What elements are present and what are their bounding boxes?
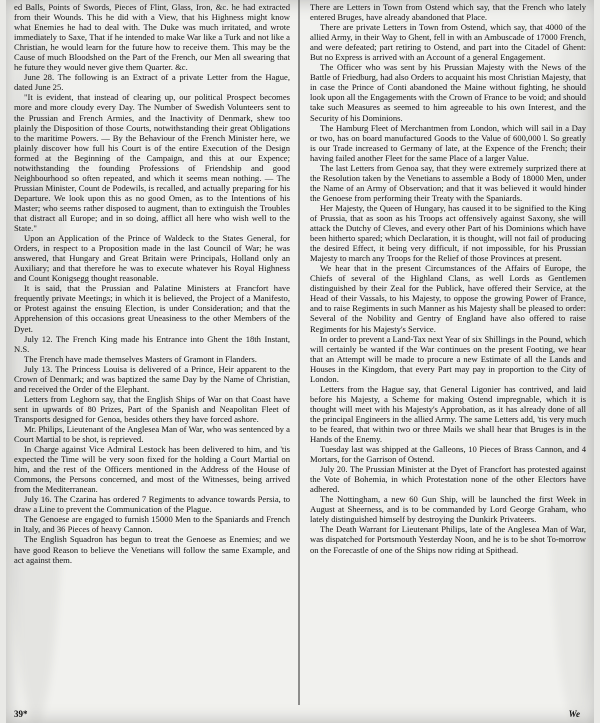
paragraph: We hear that in the present Circumstances of the Affairs of Europe, the Chiefs of several of the Highland Clans, as well Lords as Gentlemen distinguished by their Zeal for the Publick, have offered their Service, at the Head of their Vassals, to his Majesty, to oppose the growing Power of France, and to raise Regiments in such Manner as his Majesty shall be pleased to order: Several of the Nobility and Gentry of England have also offered to raise Regiments for his Majesty's Service.: [310, 263, 586, 334]
paragraph: July 13. The Princess Louisa is delivered of a Prince, Heir apparent to the Crown of Denmark; and was baptized the same Day by the Name of Christian, and received the Order of the Elephant.: [14, 363, 290, 394]
paragraph: July 16. The Czarina has ordered 7 Regiments to advance towards Persia, to draw a Line to prevent the Communication of the Plague.: [14, 494, 290, 515]
paragraph: June 28. The following is an Extract of a private Letter from the Hague, dated June 25.: [14, 72, 290, 93]
paragraph: Her Majesty, the Queen of Hungary, has caused it to be signified to the King of Prussia, that as soon as his Troops act offensively against Saxony, she will attack the Dutchy of Cleves, and every other Part of his Dominions which have been hitherto spared; which Declaration, it is thought, will not fail of producing the desired Effect, it being very difficult, if not impossible, for his Prussian Majesty to march any Troops for the Relief of those Provinces at present.: [310, 202, 586, 264]
column-rule: [298, 0, 300, 705]
paragraph: In Charge against Vice Admiral Lestock has been delivered to him, and 'tis expected the Time will be very soon fixed for the holding a Court Martial on him, and the rest of the Officers mentioned in the Address of the House of Commons, the Persons concerned, and most of the Witnesses, being arrived from the Mediterranean.: [14, 444, 290, 495]
paragraph: Upon an Application of the Prince of Waldeck to the States General, for Orders, in respect to a Proposition made in the last Council of War; he was answered, that Hungary and Great Britain were Principals, Holland only an Auxiliary; and that therefore he was to execute whatever his Royal Highness and Count Konigsegg thought reasonable.: [14, 233, 290, 284]
paragraph: Mr. Philips, Lieutenant of the Anglesea Man of War, who was sentenced by a Court Martial to be shot, is reprieved.: [14, 423, 290, 445]
newspaper-page: [6, 0, 594, 723]
paragraph: The Death Warrant for Lieutenant Philips, late of the Anglesea Man of War, was dispatched for Portsmouth Yesterday Noon, and he is to be shot To-morrow on the Forecastle of one of the Ships now riding at Spithead.: [310, 524, 586, 555]
right-column: [310, 2, 586, 555]
paragraph: "It is evident, that instead of clearing up, our political Prospect becomes more and more cloudy every Day. The Number of Swedish Volunteers sent to the Prussian and French Armies, and the Inactivity of Denmark, shew too plainly the Disposition of those Courts, notwithstanding their great Obligations to the maritime Powers. — By the Behaviour of the French Minister here, we plainly discover how full his Court is of the entire Execution of the Design formed at the Beginning of the Campaign, and this at our Expence; notwithstanding the founding Professions of Friendship and good Neighbourhood so often repeated, and which it seems mean nothing. — The Prussian Minister, Count de Podewils, is recalled, and actually preparing for his Departure. We look upon this as no good Omen, as to the Intentions of his Master; who seems rather disposed to augment, than to extinguish the Troubles that distract all Europe; and in so doing, afflict all here who wish well to the State.": [14, 92, 290, 234]
paragraph: The Officer who was sent by his Prussian Majesty with the News of the Battle of Friedburg, had also Orders to acquaint his most Christian Majesty, that in case the Prince of Conti abandoned the Maine without fighting, he should look upon all the Engagements with the Crown of France to be void; and should take such Measures as seemed to him agreeable to his own Interest, and the Security of his Dominions.: [310, 62, 586, 123]
paragraph: Letters from the Hague say, that General Ligonier has contrived, and laid before his Majesty, a Scheme for making Ostend impregnable, which it is thought will meet with his Majesty's Approbation, as it has already done of all the principal Engineers in the allied Army. The same Letters add, 'tis very much to be feared, that within two or three Mails we shall hear that Bruges is in the Hands of the Enemy.: [310, 383, 586, 445]
paragraph: July 12. The French King made his Entrance into Ghent the 18th Instant, N.S.: [14, 333, 290, 354]
paragraph: The Genoese are engaged to furnish 15000 Men to the Spaniards and French in Italy, and 36 Pieces of heavy Cannon.: [14, 514, 290, 535]
catchword: We: [568, 709, 580, 719]
paragraph: July 20. The Prussian Minister at the Dyet of Francfort has protested against the Vote of Bohemia, in which Protestation none of the other Electors have adhered.: [310, 464, 586, 495]
paragraph: The Hamburg Fleet of Merchantmen from London, which will sail in a Day or two, has on board manufactured Goods to the Value of 600,000 l. So greatly is our Trade increased to Germany of late, at the Expence of the French; their having failed another Fleet for the same Place of a larger Value.: [310, 122, 586, 163]
paragraph: The English Squadron has begun to treat the Genoese as Enemies; and we have good Reason to believe the Venetians will follow the same Example, and act against them.: [14, 534, 290, 565]
paragraph: There are Letters in Town from Ostend which say, that the French who lately entered Bruges, have already abandoned that Place.: [310, 2, 586, 23]
paragraph: Tuesday last was shipped at the Galleons, 10 Pieces of Brass Cannon, and 4 Mortars, for the Garrison of Ostend.: [310, 444, 586, 465]
paragraph: There are private Letters in Town from Ostend, which say, that 4000 of the allied Army, in their Way to Ghent, fell in with an Ambuscade of 17000 French, and were defeated; part retiring to Ostend, and part into the Citadel of Ghent: But no Express is arrived with an Account of a general Engagement.: [310, 22, 586, 63]
paragraph: It is said, that the Prussian and Palatine Ministers at Francfort have frequently private Meetings; in which it is believed, the Project of a Manifesto, or Protest against the ensuing Election, is under Consideration; and that the Apprehension of this occasions great Uneasiness to the other Members of the Dyet.: [14, 283, 290, 334]
left-column: [14, 2, 290, 565]
paragraph: In order to prevent a Land-Tax next Year of six Shillings in the Pound, which will certainly be wanted if the War continues on the present Footing, we hear that an Attempt will be made to procure a new Estimate of all the Lands and Houses in the Kingdom, that every Part may pay in proportion to the City of London.: [310, 333, 586, 384]
signature-mark: 39*: [14, 709, 28, 719]
paragraph: The Nottingham, a new 60 Gun Ship, will be launched the first Week in August at Sheerness, and is to be commanded by Lord George Graham, who lately distinguished himself by destroying the Dunkirk Privateers.: [310, 494, 586, 525]
paragraph: ed Balls, Points of Swords, Pieces of Flint, Glass, Iron, &c. he had extracted from their Wounds. This he did with a View, that his Highness might know what Enemies he had to deal with. The Duke was much irritated, and wrote immediately to Saxe, That if he intended to make War like a Turk and not like a Christian, he would learn for the future how to receive them. This may be the Cause of much Bloodshed on the Part of the French, our Men all swearing that he future they would never give them Quarter. &c.: [14, 2, 290, 73]
paragraph: The last Letters from Genoa say, that they were extremely surprized there at the Resolution taken by the Venetians to assemble a Body of 18000 Men, under the Name of an Army of Observation; and that it was believed it would hinder the Genoese from performing their Treaty with the Spaniards.: [310, 162, 586, 203]
paragraph: The French have made themselves Masters of Gramont in Flanders.: [24, 353, 257, 364]
paragraph: Letters from Leghorn say, that the English Ships of War on that Coast have sent in upwards of 80 Prizes, Part of the Spanish and Neapolitan Fleet of Transports designed for Genoa, besides others they have forced ashore.: [14, 393, 290, 424]
